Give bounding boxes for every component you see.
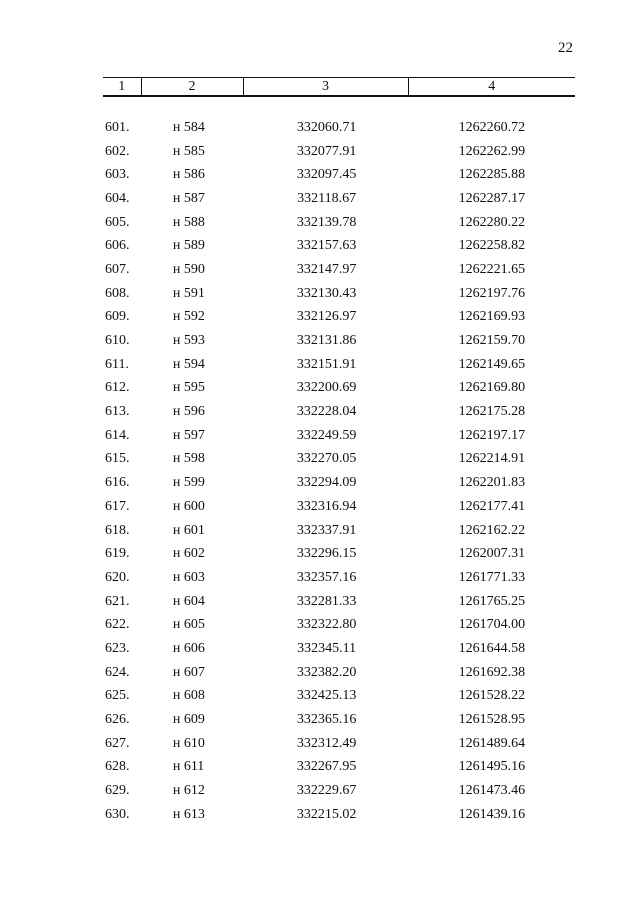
coordinate-y: 1262285.88 [458, 167, 526, 183]
row-number: 620. [105, 569, 130, 585]
table-row [103, 756, 575, 780]
coordinate-y: 1261489.64 [458, 735, 526, 751]
point-name: н 599 [172, 475, 205, 491]
coordinate-x: 332077.91 [296, 143, 357, 159]
coordinate-x: 332365.16 [296, 712, 357, 728]
table-row [103, 424, 575, 448]
point-name: н 600 [172, 498, 205, 514]
table-row [103, 377, 575, 401]
table-row [103, 258, 575, 282]
row-number: 619. [105, 546, 130, 562]
table-row [103, 400, 575, 424]
coordinate-x: 332281.33 [296, 593, 357, 609]
coordinate-x: 332294.09 [296, 475, 357, 491]
coordinate-y: 1262260.72 [458, 119, 526, 135]
row-number: 617. [105, 498, 130, 514]
row-number: 607. [105, 261, 130, 277]
column-header-1: 1 [103, 78, 141, 97]
point-name: н 589 [172, 238, 205, 254]
table-row [103, 685, 575, 709]
coordinate-x: 332131.86 [296, 333, 357, 349]
coordinate-y: 1261704.00 [458, 617, 526, 633]
coordinate-x: 332229.67 [296, 783, 357, 799]
table-row [103, 211, 575, 235]
row-number: 610. [105, 333, 130, 349]
coordinate-x: 332316.94 [296, 498, 357, 514]
point-name: н 611 [172, 759, 205, 775]
point-name: н 609 [172, 712, 205, 728]
page-number: 22 [558, 40, 573, 56]
table-row [103, 448, 575, 472]
table-row [103, 329, 575, 353]
row-number: 615. [105, 451, 130, 467]
point-name: н 603 [172, 569, 205, 585]
row-number: 629. [105, 783, 130, 799]
point-name: н 601 [172, 522, 205, 538]
coordinate-y: 1262007.31 [458, 546, 526, 562]
coordinate-y: 1262221.65 [458, 261, 526, 277]
point-name: н 598 [172, 451, 205, 467]
coordinate-y: 1262280.22 [458, 214, 526, 230]
row-number: 611. [105, 356, 129, 372]
coordinate-y: 1262197.76 [458, 285, 526, 301]
coordinate-x: 332139.78 [296, 214, 357, 230]
row-number: 630. [105, 806, 130, 822]
coordinate-x: 332151.91 [296, 356, 357, 372]
row-number: 623. [105, 640, 130, 656]
coordinate-y: 1261692.38 [458, 664, 526, 680]
point-name: н 586 [172, 167, 205, 183]
row-number: 624. [105, 664, 130, 680]
table-row [103, 661, 575, 685]
coordinate-x: 332296.15 [296, 546, 357, 562]
coordinate-x: 332357.16 [296, 569, 357, 585]
table-row [103, 732, 575, 756]
coordinate-x: 332312.49 [296, 735, 357, 751]
coordinate-y: 1262262.99 [458, 143, 526, 159]
coordinate-x: 332337.91 [296, 522, 357, 538]
point-name: н 606 [172, 640, 205, 656]
table-row [103, 708, 575, 732]
table-row [103, 163, 575, 187]
coordinate-y: 1262197.17 [458, 427, 526, 443]
row-number: 608. [105, 285, 130, 301]
table-row [103, 306, 575, 330]
row-number: 625. [105, 688, 130, 704]
row-number: 613. [105, 404, 130, 420]
point-name: н 590 [172, 261, 205, 277]
row-number: 627. [105, 735, 130, 751]
coordinate-y: 1262177.41 [458, 498, 526, 514]
row-number: 614. [105, 427, 130, 443]
point-name: н 604 [172, 593, 205, 609]
table-row [103, 140, 575, 164]
coordinate-x: 332267.95 [296, 759, 357, 775]
coordinate-x: 332345.11 [297, 640, 357, 656]
row-number: 622. [105, 617, 130, 633]
table-row [103, 234, 575, 258]
column-header-3: 3 [243, 78, 408, 97]
column-header-2: 2 [141, 78, 243, 97]
table-row [103, 779, 575, 803]
point-name: н 605 [172, 617, 205, 633]
row-number: 616. [105, 475, 130, 491]
coordinate-y: 1261528.22 [458, 688, 526, 704]
row-number: 605. [105, 214, 130, 230]
point-name: н 610 [172, 735, 205, 751]
row-number: 606. [105, 238, 130, 254]
point-name: н 595 [172, 380, 205, 396]
row-number: 603. [105, 167, 130, 183]
table-row [103, 590, 575, 614]
row-number: 601. [105, 119, 130, 135]
coordinate-y: 1262201.83 [458, 475, 526, 491]
coordinate-x: 332147.97 [296, 261, 357, 277]
coordinate-x: 332425.13 [296, 688, 357, 704]
table-row [103, 637, 575, 661]
coordinate-x: 332215.02 [296, 806, 357, 822]
coordinate-x: 332200.69 [296, 380, 357, 396]
coordinate-y: 1261644.58 [458, 640, 526, 656]
point-name: н 585 [172, 143, 205, 159]
coordinate-x: 332382.20 [296, 664, 357, 680]
coordinate-y: 1261473.46 [458, 783, 526, 799]
coordinate-x: 332270.05 [296, 451, 357, 467]
row-number: 604. [105, 190, 130, 206]
coordinate-y: 1262175.28 [458, 404, 526, 420]
coordinate-y: 1261495.16 [458, 759, 526, 775]
row-number: 621. [105, 593, 130, 609]
coordinate-x: 332097.45 [296, 167, 357, 183]
coordinate-y: 1262258.82 [458, 238, 526, 254]
coordinate-y: 1262214.91 [458, 451, 526, 467]
coordinate-x: 332322.80 [296, 617, 357, 633]
coordinate-y: 1262162.22 [458, 522, 526, 538]
coordinate-y: 1262169.93 [458, 309, 526, 325]
coordinate-x: 332130.43 [296, 285, 357, 301]
table-row [103, 116, 575, 140]
row-number: 628. [105, 759, 130, 775]
coordinate-x: 332126.97 [296, 309, 357, 325]
table-row [103, 566, 575, 590]
point-name: н 591 [172, 285, 205, 301]
row-number: 609. [105, 309, 130, 325]
coordinate-x: 332228.04 [296, 404, 357, 420]
point-name: н 602 [172, 546, 205, 562]
point-name: н 613 [172, 806, 205, 822]
coordinate-y: 1262159.70 [458, 333, 526, 349]
point-name: н 597 [172, 427, 205, 443]
row-number: 618. [105, 522, 130, 538]
point-name: н 607 [172, 664, 205, 680]
point-name: н 593 [172, 333, 205, 349]
table-body [103, 116, 575, 827]
coordinate-y: 1261528.95 [458, 712, 526, 728]
row-number: 626. [105, 712, 130, 728]
point-name: н 594 [172, 356, 205, 372]
coordinate-y: 1261771.33 [458, 569, 526, 585]
table-row [103, 471, 575, 495]
table-row [103, 613, 575, 637]
coordinate-x: 332060.71 [296, 119, 357, 135]
table-row [103, 519, 575, 543]
point-name: н 588 [172, 214, 205, 230]
table-row [103, 187, 575, 211]
table-row [103, 803, 575, 827]
row-number: 612. [105, 380, 130, 396]
table-header [103, 77, 575, 97]
coordinate-y: 1261765.25 [458, 593, 526, 609]
coordinate-y: 1262149.65 [458, 356, 526, 372]
coordinate-x: 332157.63 [296, 238, 357, 254]
point-name: н 584 [172, 119, 205, 135]
column-header-4: 4 [408, 78, 575, 97]
coordinate-x: 332118.67 [297, 190, 357, 206]
point-name: н 592 [172, 309, 205, 325]
point-name: н 596 [172, 404, 205, 420]
coordinate-x: 332249.59 [296, 427, 357, 443]
table-row [103, 495, 575, 519]
point-name: н 608 [172, 688, 205, 704]
row-number: 602. [105, 143, 130, 159]
point-name: н 587 [172, 190, 205, 206]
coordinate-y: 1261439.16 [458, 806, 526, 822]
table-row [103, 282, 575, 306]
point-name: н 612 [172, 783, 205, 799]
table-row [103, 353, 575, 377]
table-row [103, 542, 575, 566]
coordinate-y: 1262287.17 [458, 190, 526, 206]
coordinate-y: 1262169.80 [458, 380, 526, 396]
